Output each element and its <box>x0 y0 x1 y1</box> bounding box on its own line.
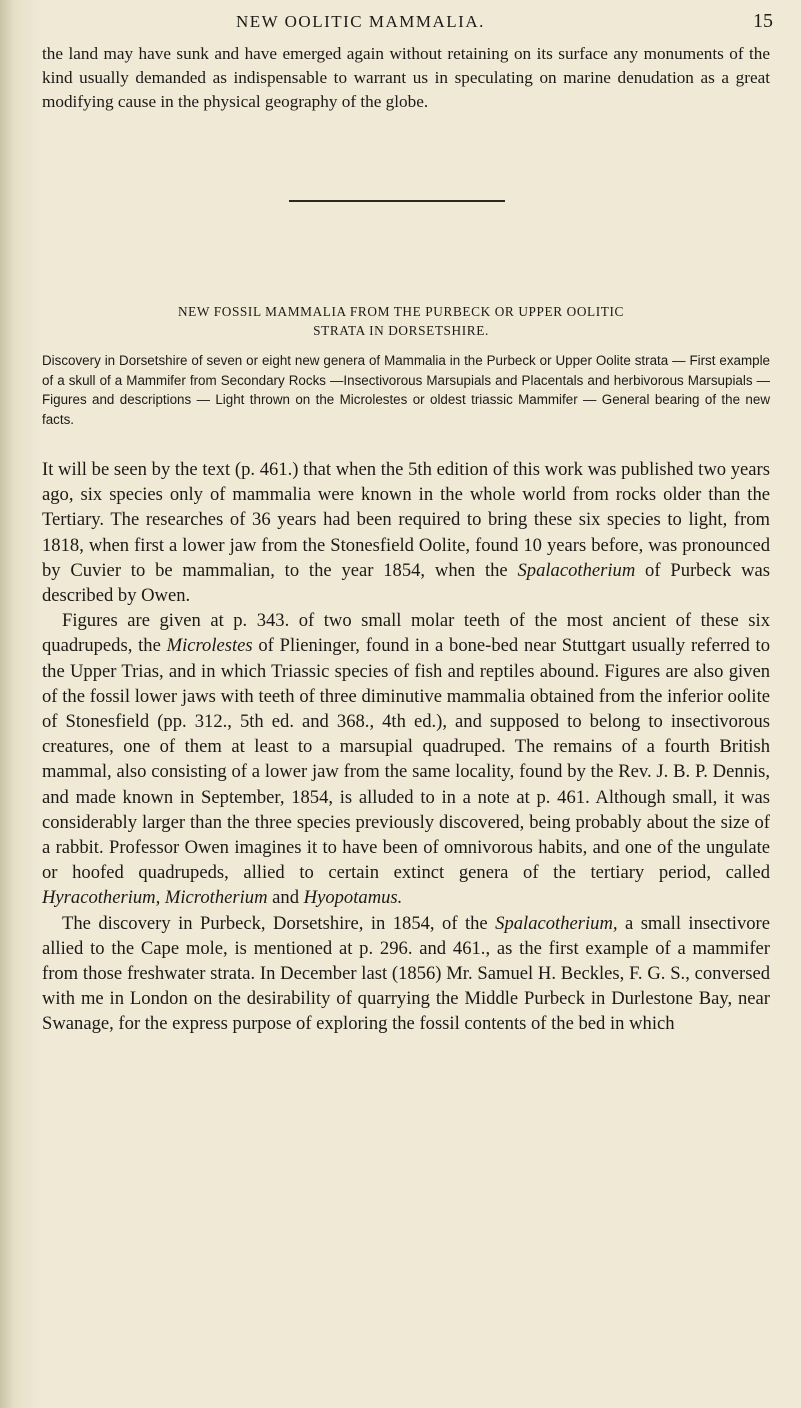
italic-term: Hyopotamus. <box>303 887 403 909</box>
section-title <box>36 302 766 340</box>
running-title: NEW OOLITIC MAMMALIA. <box>236 12 485 31</box>
body-paragraph-2: Figures are given at p. 343. of two small molar teeth of the most ancient of these six quadrupeds, the Microlestes of Plieninger, found in a bone-bed near Stuttgart usually referred to the Upper Trias, and in which Triassic species of fish and reptiles abound. Figures are also given of the fossil lower jaws with teeth of three diminutive mammalia obtained from the inferior oolite of Stonesfield (pp. 312., 5th ed. and 368., 4th ed.), and supposed to belong to insectivorous creatures, one of them at least to a marsupial quadruped. The remains of a fourth British mammal, also consisting of a lower jaw from the same locality, found by the Rev. J. B. P. Dennis, and made known in September, 1854, is alluded to in a note at p. 461. Although small, it was considerably larger than the three species previously discovered, being probably about the size of a rabbit. Professor Owen imagines it to have been of omnivorous habits, and one of the ungulate or hoofed quadrupeds, allied to certain extinct genera of the tertiary period, called Hyracotherium, Microtherium and Hyopotamus. <box>42 610 770 909</box>
italic-term: Microlestes <box>166 635 253 657</box>
body-paragraph-3: The discovery in Purbeck, Dorsetshire, in 1854, of the Spalacotherium, a small insectivore allied to the Cape mole, is mentioned at p. 296. and 461., as the first example of a mammifer from those freshwater strata. In December last (1856) Mr. Samuel H. Beckles, F. G. S., conversed with me in London on the desirability of quarrying the Middle Purbeck in Durlestone Bay, near Swanage, for the express purpose of exploring the fossil contents of the bed in which <box>42 912 771 1035</box>
page-number: 15 <box>753 10 773 32</box>
italic-term: Spalacotherium, <box>495 912 618 934</box>
italic-term: Spalacotherium <box>517 559 636 581</box>
section-title-line-2: STRATA IN DORSETSHIRE. <box>313 323 489 338</box>
body-paragraph-1: It will be seen by the text (p. 461.) that when the 5th edition of this work was published two years ago, six species only of mammalia were known in the whole world from rocks older than the Tertiary. The researches of 36 years had been required to bring these six species to light, from 1818, when first a lower jaw from the Stonesfield Oolite, found 10 years before, was pronounced by Cuvier to be mammalian, to the year 1854, when the Spalacotherium of Purbeck was described by Owen. <box>42 459 770 607</box>
section-divider <box>289 200 505 202</box>
page-header <box>236 8 773 38</box>
body-text <box>42 457 770 1037</box>
section-title-line-1: NEW FOSSIL MAMMALIA FROM THE PURBECK OR UPPER OOLITIC <box>177 304 625 319</box>
opening-paragraph: the land may have sunk and have emerged again without retaining on its surface any monuments of the kind usually demanded as indispensable to warrant us in speculating on marine denudation as a great modifying cause in the physical geography of the globe. <box>42 44 770 111</box>
section-summary: Discovery in Dorsetshire of seven or eight new genera of Mammalia in the Purbeck or Upper Oolite strata — First example of a skull of a Mammifer from Secondary Rocks —Insectivorous Marsupials and Placentals and herbivorous Marsupials — Figures and descriptions — Light thrown on the Microlestes or oldest triassic Mammifer — General bearing of the new facts. <box>42 353 770 427</box>
italic-term: Hyracotherium, Microtherium <box>42 887 268 909</box>
